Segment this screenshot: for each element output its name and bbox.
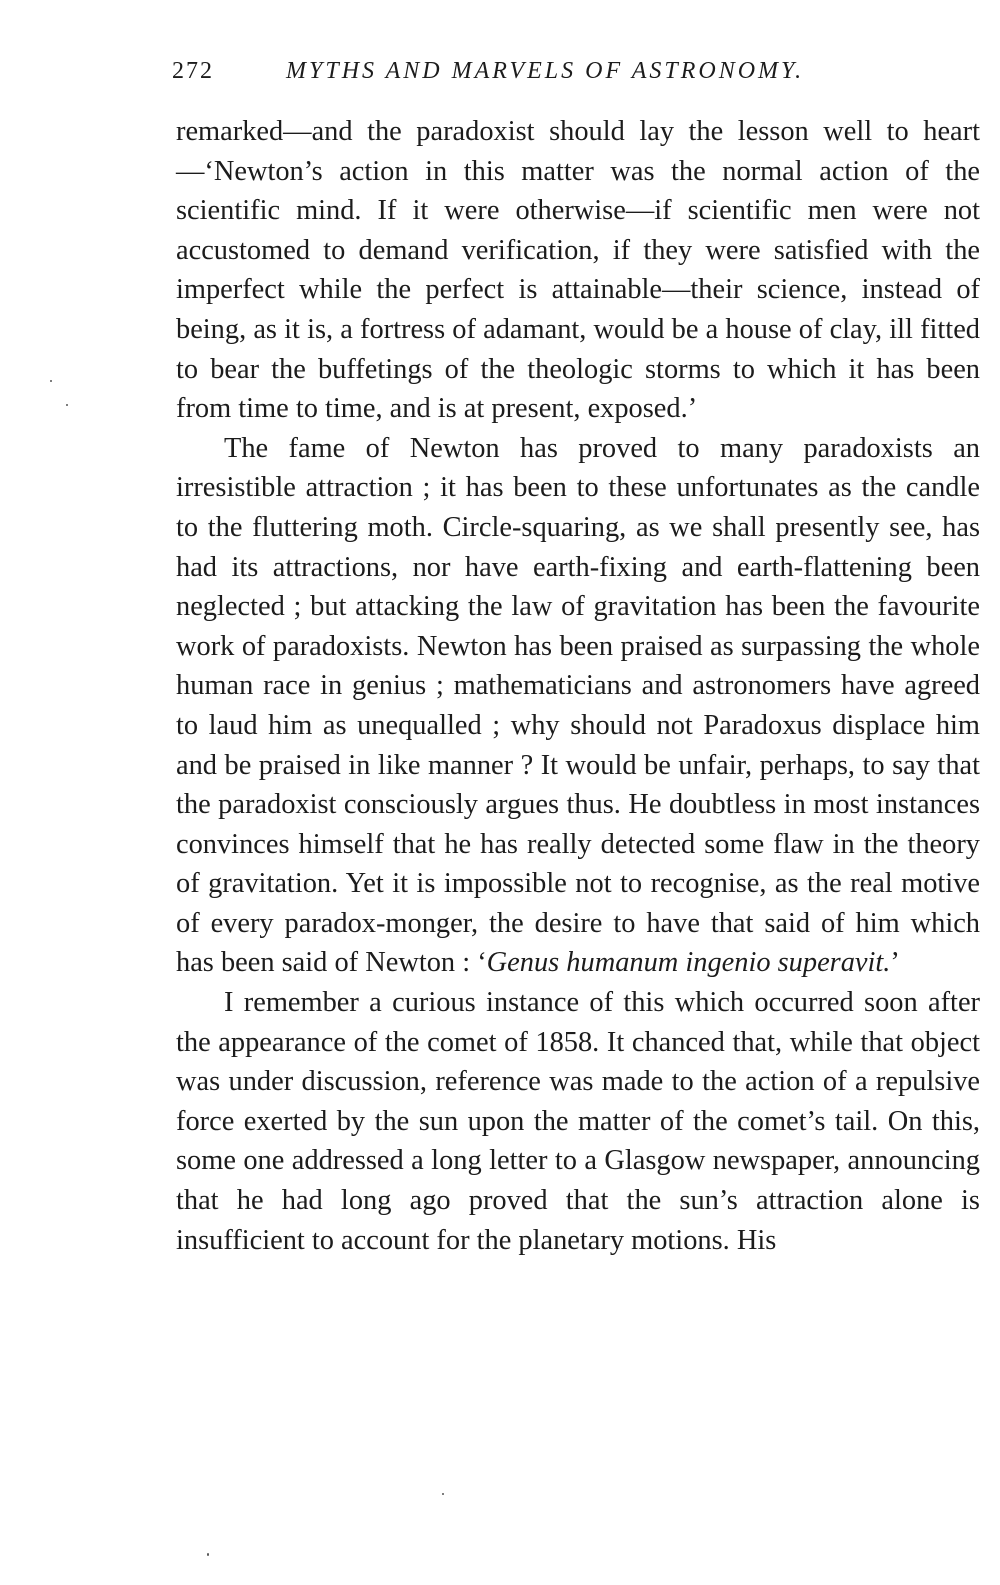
latin-quote-close: ’ bbox=[890, 947, 900, 979]
book-page bbox=[172, 58, 980, 1260]
paper-speck bbox=[66, 404, 68, 406]
paper-speck bbox=[50, 380, 52, 382]
paper-speck bbox=[442, 1493, 444, 1495]
paragraph-3 bbox=[176, 983, 980, 1260]
paragraph-1 bbox=[176, 112, 980, 429]
body-text bbox=[176, 112, 980, 1260]
paragraph-2 bbox=[176, 429, 980, 983]
page-number: 272 bbox=[172, 58, 214, 84]
paper-speck bbox=[207, 1553, 209, 1556]
running-title: MYTHS AND MARVELS OF ASTRONOMY. bbox=[286, 58, 805, 84]
running-head bbox=[172, 58, 980, 98]
paragraph-2-text: The fame of Newton has proved to many paradoxists an irresistible attraction ; it has been to these unfortunates as the candle to the fluttering moth. Circle-squaring, as we shall presently see, has had its attractions, nor have earth-fixing and earth-flattening been neglected ; but attacking the law of gravitation has been the favourite work of paradoxists. Newton has been praised as surpassing the whole human race in genius ; mathematicians and astronomers have agreed to laud him as unequalled ; why should not Paradoxus displace him and be praised in like manner ? It would be unfair, perhaps, to say that the paradoxist consciously argues thus. He doubtless in most instances convinces himself that he has really detected some flaw in the theory of gravitation. Yet it is impossible not to recognise, as the real motive of every paradox-monger, the desire to have that said of him which has been said of Newton : bbox=[176, 432, 980, 979]
latin-quotation: Genus humanum ingenio superavit. bbox=[486, 947, 891, 979]
paragraph-3-text: I remember a curious instance of this which occurred soon after the appearance of the comet of 1858. It chanced that, while that object was under discussion, reference was made to the action of a repulsive force exerted by the sun upon the matter of the comet’s tail. On this, some one addressed a long letter to a Glasgow newspaper, announcing that he had long ago proved that the sun’s attraction alone is insufficient to account for the planetary motions. His bbox=[176, 987, 980, 1256]
paragraph-1-text: remarked—and the paradoxist should lay the lesson well to heart—‘Newton’s action in this matter was the normal action of the scientific mind. If it were otherwise—if scientific men were not accustomed to demand verification, if they were satisfied with the imperfect while the perfect is attainable—their science, instead of being, as it is, a fortress of adamant, would be a house of clay, ill fitted to bear the buffetings of the theologic storms to which it has been from time to time, and is at present, exposed.’ bbox=[176, 116, 980, 425]
latin-quote-open: ‘ bbox=[470, 947, 487, 979]
